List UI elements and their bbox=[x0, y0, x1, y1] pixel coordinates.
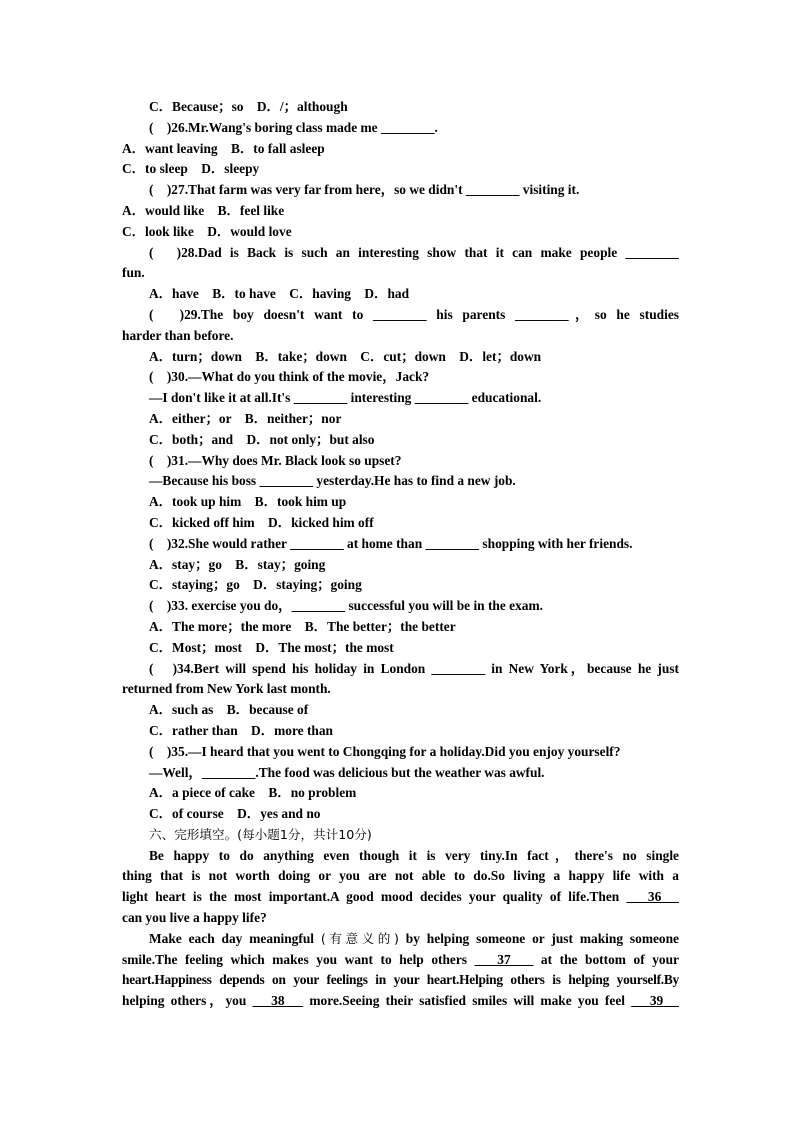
question-33: ( )33. exercise you do，________ successful you will be in the exam. bbox=[149, 598, 544, 614]
passage-text: smile.The feeling which makes you want to help others bbox=[122, 951, 468, 967]
passage-text: light heart is the most important.A good mood decides your quality of life.Then bbox=[122, 889, 620, 905]
passage-text: Make each day meaningful bbox=[149, 930, 315, 946]
question-28: ( )28.Dad is Back is such an interesting show that it can make people ________ bbox=[149, 244, 679, 260]
blank-number: 39 bbox=[649, 993, 664, 1009]
option-line: A．would like B．feel like bbox=[122, 202, 285, 218]
option-line: A．took up him B．took him up bbox=[149, 494, 347, 510]
passage-line bbox=[122, 950, 679, 971]
question-31: ( )31.—Why does Mr. Black look so upset? bbox=[149, 452, 402, 468]
passage-line: thing that is not worth doing or you are not able to do.So living a happy life with a bbox=[122, 868, 679, 884]
option-line: A．such as B．because of bbox=[149, 702, 309, 718]
option-line: A．want leaving B．to fall asleep bbox=[122, 140, 325, 156]
option-line: C．Most；most D．The most；the most bbox=[149, 639, 394, 655]
option-line: A．turn；down B．take；down C．cut；down D．let；down bbox=[149, 348, 542, 364]
section-heading: 六、完形填空。(每小题1分，共计10分) bbox=[149, 826, 372, 842]
option-line: C．of course D．yes and no bbox=[149, 806, 321, 822]
blank-37 bbox=[475, 952, 534, 967]
question-34-continued: returned from New York last month. bbox=[122, 681, 331, 697]
option-line: A．The more；the more B．The better；the better bbox=[149, 618, 456, 634]
passage-line bbox=[122, 887, 679, 908]
option-line: C．rather than D．more than bbox=[149, 722, 333, 738]
passage-text: by helping someone or just making someone bbox=[405, 930, 679, 946]
question-26: ( )26.Mr.Wang's boring class made me ________. bbox=[149, 119, 438, 135]
passage-line: can you live a happy life? bbox=[122, 910, 267, 926]
option-line: C．Because；so D．/；although bbox=[149, 99, 348, 114]
blank-number: 38 bbox=[271, 993, 285, 1009]
option-line: C．look like D．would love bbox=[122, 223, 292, 239]
option-line: A．a piece of cake B．no problem bbox=[149, 785, 357, 801]
option-line: C．both；and D．not only；but also bbox=[149, 431, 375, 447]
blank-38 bbox=[253, 993, 304, 1008]
question-27: ( )27.That farm was very far from here，so we didn't ________ visiting it. bbox=[149, 182, 580, 198]
passage-line: heart.Happiness depends on your feelings in your heart.Helping others is helping yourself.By bbox=[122, 972, 679, 988]
dialogue-line: —Well，________.The food was delicious but the weather was awful. bbox=[149, 764, 545, 780]
blank-number: 36 bbox=[647, 889, 662, 905]
question-32: ( )32.She would rather ________ at home than ________ shopping with her friends. bbox=[149, 535, 633, 551]
option-line: C．to sleep D．sleepy bbox=[122, 161, 260, 177]
option-line: A．have B．to have C．having D．had bbox=[149, 286, 410, 302]
question-34: ( )34.Bert will spend his holiday in London ________ in New York，because he just bbox=[149, 660, 679, 676]
question-28-continued: fun. bbox=[122, 265, 145, 281]
passage-line: Be happy to do anything even though it is very tiny.In fact，there's no single bbox=[149, 847, 679, 863]
passage-text: helping others，you bbox=[122, 993, 247, 1009]
passage-text: at the bottom of your bbox=[540, 951, 679, 967]
dialogue-line: —I don't like it at all.It's ________ interesting ________ educational. bbox=[149, 390, 542, 406]
blank-39 bbox=[631, 993, 679, 1008]
question-29: ( )29.The boy doesn't want to ________ his parents ________，so he studies bbox=[149, 306, 679, 322]
passage-line bbox=[122, 991, 679, 1012]
option-line: A．stay；go B．stay；going bbox=[149, 556, 326, 572]
option-line: A．either；or B．neither；nor bbox=[149, 410, 342, 426]
passage-line bbox=[122, 929, 679, 950]
question-30: ( )30.—What do you think of the movie，Jack? bbox=[149, 369, 430, 385]
chinese-gloss: (有意义的) bbox=[320, 930, 399, 946]
passage-text: more.Seeing their satisfied smiles will make you feel bbox=[309, 993, 625, 1009]
dialogue-line: —Because his boss ________ yesterday.He has to find a new job. bbox=[149, 473, 516, 489]
blank-36 bbox=[626, 889, 679, 904]
blank-number: 37 bbox=[497, 951, 511, 967]
option-line: C．kicked off him D．kicked him off bbox=[149, 514, 374, 530]
worksheet-content bbox=[122, 97, 679, 1012]
question-29-continued: harder than before. bbox=[122, 327, 234, 343]
option-line: C．staying；go D．staying；going bbox=[149, 577, 362, 593]
question-35: ( )35.—I heard that you went to Chongqing for a holiday.Did you enjoy yourself? bbox=[149, 743, 621, 759]
